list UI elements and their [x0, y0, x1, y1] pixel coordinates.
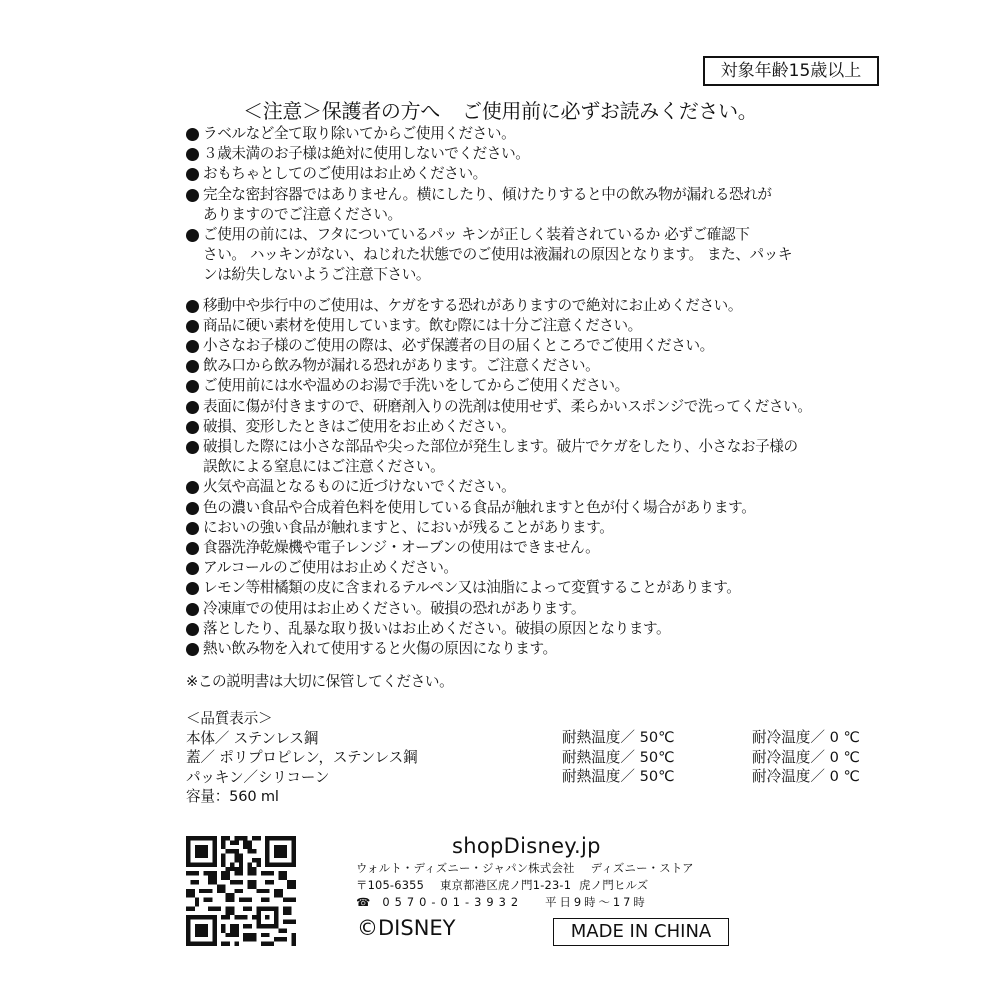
caution-text: 食器洗浄乾燥機や電子レンジ・オーブンの使用はできません。 [203, 539, 600, 557]
caution-item [186, 578, 886, 598]
cold-resistance-body: 耐冷温度／ 0 ℃ [752, 729, 860, 746]
phone-number: 0570-01-3932 [382, 895, 524, 909]
bullet-icon [186, 189, 199, 202]
copyright: ©DISNEY [357, 916, 456, 940]
bullet-icon [186, 481, 199, 494]
heat-resistance-lid: 耐熱温度／ 50℃ [562, 748, 675, 766]
shop-site-url[interactable]: shopDisney.jp [452, 834, 601, 858]
company-info [356, 860, 694, 911]
caution-text: おもちゃとしてのご使用はお止めください。 [203, 165, 487, 183]
caution-text: 移動中や歩行中のご使用は、ケガをする恐れがありますので絶対にお止めください。 [203, 296, 743, 314]
cold-resistance-column [752, 728, 860, 787]
caution-item [186, 518, 886, 538]
capacity: 容量：560 ml [186, 788, 279, 806]
caution-text: ありますのでご注意ください。 [203, 205, 402, 223]
bullet-icon [186, 229, 199, 242]
caution-text: 熱い飲み物を入れて使用すると火傷の原因になります。 [203, 640, 557, 658]
caution-text: さい。 ハッキンがない、ねじれた状態でのご使用は液漏れの原因となります。 また、パッキ [203, 246, 793, 264]
material-gasket: パッキン／シリコーン [186, 768, 330, 786]
company-row [356, 860, 694, 877]
phone-icon: ☎ [356, 895, 371, 909]
building: 虎ノ門ヒルズ [579, 878, 649, 892]
bullet-icon [186, 168, 199, 181]
caution-text: 誤飲による窒息にはご注意ください。 [203, 458, 445, 476]
caution-text: 破損、変形したときはご使用をお止めください。 [203, 417, 516, 435]
caution-item [186, 164, 886, 184]
caution-item [186, 296, 886, 316]
bullet-icon [186, 623, 199, 636]
phone-row [356, 894, 694, 911]
bullet-icon [186, 441, 199, 454]
bullet-icon [186, 643, 199, 656]
caution-item [186, 599, 886, 619]
store-name: ディズニー・ストア [590, 861, 694, 875]
caution-item [186, 376, 886, 396]
address-row [356, 877, 694, 894]
caution-item [186, 477, 886, 497]
caution-item [186, 225, 886, 286]
caution-text: 表面に傷が付きますので、研磨剤入りの洗剤は使用せず、柔らかいスポンジで洗ってください。 [203, 397, 812, 415]
caution-item [186, 356, 886, 376]
heat-resistance-gasket: 耐熱温度／ 50℃ [562, 768, 675, 786]
caution-item [186, 336, 886, 356]
caution-item [186, 316, 886, 336]
caution-text: 商品に硬い素材を使用しています。飲む際には十分ご注意ください。 [203, 316, 642, 334]
caution-heading [243, 98, 758, 124]
business-hours: 平日9時～17時 [545, 895, 648, 909]
caution-text: 小さなお子様のご使用の際は、必ず保護者の目の届くところでご使用ください。 [203, 337, 714, 355]
caution-heading-subtitle: ご使用前に必ずお読みください。 [462, 99, 758, 123]
caution-text: 飲み口から飲み物が漏れる恐れがあります。ご注意ください。 [203, 357, 600, 375]
bullet-icon [186, 603, 199, 616]
caution-text: ご使用前には水や温めのお湯で手洗いをしてからご使用ください。 [203, 377, 629, 395]
bullet-icon [186, 148, 199, 161]
bullet-icon [186, 128, 199, 141]
caution-text: 色の濃い食品や合成着色料を使用している食品が触れますと色が付く場合があります。 [203, 498, 756, 516]
keep-instructions-note: ※この説明書は大切に保管してください。 [186, 673, 454, 690]
caution-text: 完全な密封容器ではありません。横にしたり、傾けたりすると中の飲み物が漏れる恐れが [203, 185, 772, 203]
bullet-icon [186, 502, 199, 515]
bullet-icon [186, 380, 199, 393]
caution-text: ３歳未満のお子様は絶対に使用しないでください。 [203, 145, 530, 163]
caution-item [186, 558, 886, 578]
caution-item [186, 619, 886, 639]
cold-resistance-gasket: 耐冷温度／ 0 ℃ [752, 768, 860, 786]
bullet-icon [186, 562, 199, 575]
caution-item [186, 639, 886, 659]
address: 東京都港区虎ノ門1-23-1 [440, 878, 572, 892]
caution-text: ンは紛失しないようご注意下さい。 [203, 266, 431, 284]
caution-item [186, 185, 886, 225]
cold-resistance-lid: 耐冷温度／ 0 ℃ [752, 748, 860, 766]
caution-text: アルコールのご使用はお止めください。 [203, 559, 458, 577]
caution-text: ご使用の前には、フタについているパッ キンが正しく装着されているか 必ずご確認下 [203, 226, 750, 244]
qr-code-icon[interactable] [186, 836, 296, 946]
quality-label [186, 709, 417, 807]
postal-code: 〒105-6355 [356, 878, 425, 892]
heat-resistance-body: 耐熱温度／ 50℃ [562, 729, 675, 746]
caution-text: 破損した際には小さな部品や尖った部位が発生します。破片でケガをしたり、小さなお子様の [203, 438, 798, 456]
caution-text: 火気や高温となるものに近づけないでください。 [203, 478, 516, 496]
heat-resistance-column [562, 728, 675, 787]
caution-item [186, 397, 886, 417]
country-of-origin-badge: MADE IN CHINA [553, 918, 729, 946]
bullet-icon [186, 340, 199, 353]
caution-text: ラベルなど全て取り除いてからご使用ください。 [203, 125, 516, 142]
caution-item [186, 437, 886, 477]
age-rating-badge: 対象年齢15歳以上 [703, 56, 879, 86]
bullet-icon [186, 522, 199, 535]
bullet-icon [186, 582, 199, 595]
caution-item [186, 124, 886, 144]
caution-text: 冷凍庫での使用はお止めください。破損の恐れがあります。 [203, 599, 586, 617]
bullet-icon [186, 421, 199, 434]
quality-title: ＜品質表示＞ [186, 710, 273, 727]
company-name: ウォルト・ディズニー・ジャパン株式会社 [356, 861, 575, 875]
caution-text: 落としたり、乱暴な取り扱いはお止めください。破損の原因となります。 [203, 619, 671, 637]
caution-item [186, 498, 886, 518]
caution-item [186, 538, 886, 558]
bullet-icon [186, 320, 199, 333]
bullet-icon [186, 401, 199, 414]
caution-text: レモン等柑橘類の皮に含まれるテルペン又は油脂によって変質することがあります。 [203, 579, 741, 597]
caution-item [186, 417, 886, 437]
caution-item [186, 144, 886, 164]
material-lid: 蓋／ ポリプロピレン，ステンレス鋼 [186, 749, 418, 767]
bullet-icon [186, 360, 199, 373]
material-body: 本体／ ステンレス鋼 [186, 729, 319, 747]
bullet-icon [186, 542, 199, 555]
caution-text: においの強い食品が触れますと、においが残ることがあります。 [203, 518, 614, 536]
bullet-icon [186, 300, 199, 313]
caution-list [186, 124, 886, 659]
caution-heading-title: ＜注意＞保護者の方へ [243, 99, 440, 123]
